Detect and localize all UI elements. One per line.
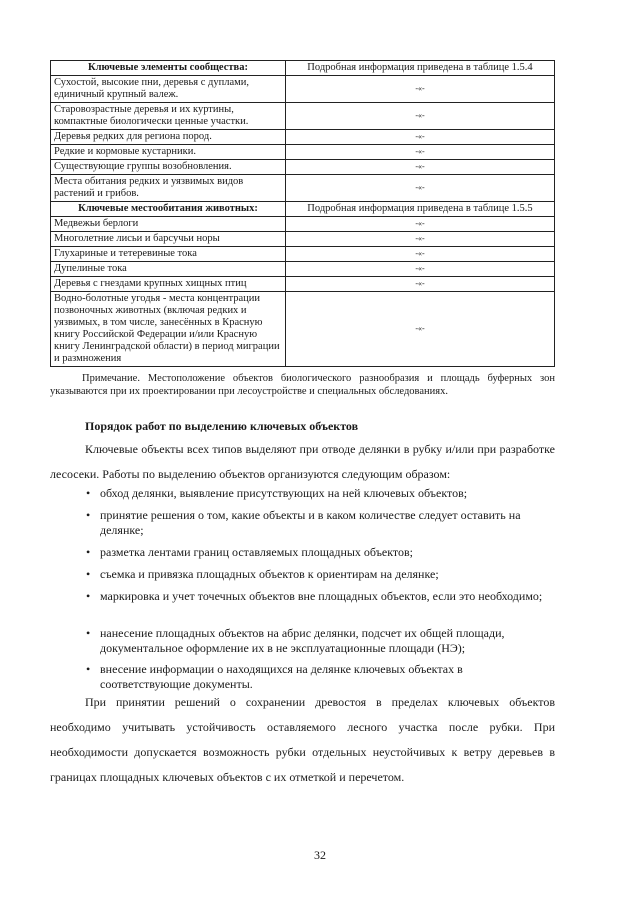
- list-item: [86, 567, 546, 582]
- table-cell-item: Дупелиные тока: [51, 262, 286, 277]
- table-cell-item: Сухостой, высокие пни, деревья с дуплами, единичный крупный валеж.: [51, 76, 286, 103]
- table-row: [51, 217, 555, 232]
- table-cell-ditto: -«-: [286, 103, 555, 130]
- table-row: [51, 130, 555, 145]
- list-item-text: внесение информации о находящихся на делянке ключевых объектах в соответствующие документы.: [100, 662, 463, 691]
- table-cell-ditto: -«-: [286, 262, 555, 277]
- table-row: [51, 262, 555, 277]
- key-objects-table: [50, 60, 555, 367]
- bullet-icon: •: [86, 545, 91, 559]
- list-item: [86, 589, 546, 604]
- intro-paragraph: Ключевые объекты всех типов выделяют при отводе делянки в рубку и/или при разработке лесосеки. Работы по выделению объектов организуются следующим образом:: [50, 442, 555, 481]
- list-item-text: разметка лентами границ оставляемых площадных объектов;: [100, 545, 414, 559]
- closing-paragraph: При принятии решений о сохранении древостоя в пределах ключевых объектов необходимо учитывать устойчивость оставляемого лесного участка после рубки. При необходимости допускается возможность рубки отдельных неустойчивых к ветру деревьев в границах площадных ключевых объектов с их отметкой и перечетом.: [50, 695, 555, 784]
- list-item: [86, 508, 546, 538]
- table-row: [51, 232, 555, 247]
- list-item: [86, 626, 546, 656]
- table-cell-category: Ключевые местообитания животных:: [51, 202, 286, 217]
- list-item-text: обход делянки, выявление присутствующих на ней ключевых объектов;: [100, 486, 468, 500]
- table-cell-item: Многолетние лисьи и барсучьи норы: [51, 232, 286, 247]
- bullet-icon: •: [86, 508, 91, 522]
- table-cell-ditto: -«-: [286, 247, 555, 262]
- list-item: [86, 545, 546, 560]
- bullet-icon: •: [86, 589, 91, 603]
- table-header-row: [51, 202, 555, 217]
- table-row: [51, 145, 555, 160]
- table-row: [51, 103, 555, 130]
- table-cell-ditto: -«-: [286, 160, 555, 175]
- table-cell-ditto: -«-: [286, 217, 555, 232]
- list-item-text: съемка и привязка площадных объектов к ориентирам на делянке;: [100, 567, 439, 581]
- bullet-icon: •: [86, 662, 91, 676]
- table-cell-reference: Подробная информация приведена в таблице 1.5.4: [286, 61, 555, 76]
- list-item-text: маркировка и учет точечных объектов вне площадных объектов, если это необходимо;: [100, 589, 543, 603]
- table-row: [51, 247, 555, 262]
- table-cell-ditto: -«-: [286, 145, 555, 160]
- table-cell-item: Деревья с гнездами крупных хищных птиц: [51, 277, 286, 292]
- table-row: [51, 175, 555, 202]
- table-cell-item: Существующие группы возобновления.: [51, 160, 286, 175]
- table-row: [51, 160, 555, 175]
- table-cell-item: Водно-болотные угодья - места концентрации позвоночных животных (включая редких и уязвимых, в том числе, занесённых в Красную книгу Российской Федерации и/или Красную книгу Ленинградской области) в период миграции и размножения: [51, 292, 286, 367]
- list-item: [86, 662, 546, 692]
- section-heading: Порядок работ по выделению ключевых объектов: [85, 419, 359, 433]
- list-item-text: принятие решения о том, какие объекты и в каком количестве следует оставить на делянке;: [100, 508, 521, 537]
- table-cell-category: Ключевые элементы сообщества:: [51, 61, 286, 76]
- list-item: [86, 486, 546, 501]
- table-cell-ditto: -«-: [286, 292, 555, 367]
- table-cell-item: Глухариные и тетеревиные тока: [51, 247, 286, 262]
- table-cell-ditto: -«-: [286, 130, 555, 145]
- bullet-icon: •: [86, 486, 91, 500]
- table-cell-item: Места обитания редких и уязвимых видов растений и грибов.: [51, 175, 286, 202]
- table-cell-ditto: -«-: [286, 277, 555, 292]
- table-row: [51, 277, 555, 292]
- table-cell-item: Старовозрастные деревья и их куртины, компактные биологически ценные участки.: [51, 103, 286, 130]
- table-cell-item: Редкие и кормовые кустарники.: [51, 145, 286, 160]
- page-number: 32: [314, 848, 326, 862]
- table-row: [51, 292, 555, 367]
- table-header-row: [51, 61, 555, 76]
- bullet-icon: •: [86, 626, 91, 640]
- table-cell-item: Деревья редких для региона пород.: [51, 130, 286, 145]
- bullet-icon: •: [86, 567, 91, 581]
- list-item-text: нанесение площадных объектов на абрис делянки, подсчет их общей площади, документальное оформление их в не эксплуатационные площади (НЭ);: [100, 626, 505, 655]
- table-cell-ditto: -«-: [286, 175, 555, 202]
- table-cell-ditto: -«-: [286, 232, 555, 247]
- table-cell-reference: Подробная информация приведена в таблице 1.5.5: [286, 202, 555, 217]
- table-note: Примечание. Местоположение объектов биологического разнообразия и площадь буферных зон указываются при их проектировании при лесоустройстве и специальных обследованиях.: [50, 373, 555, 397]
- table-row: [51, 76, 555, 103]
- table-cell-ditto: -«-: [286, 76, 555, 103]
- table-cell-item: Медвежьи берлоги: [51, 217, 286, 232]
